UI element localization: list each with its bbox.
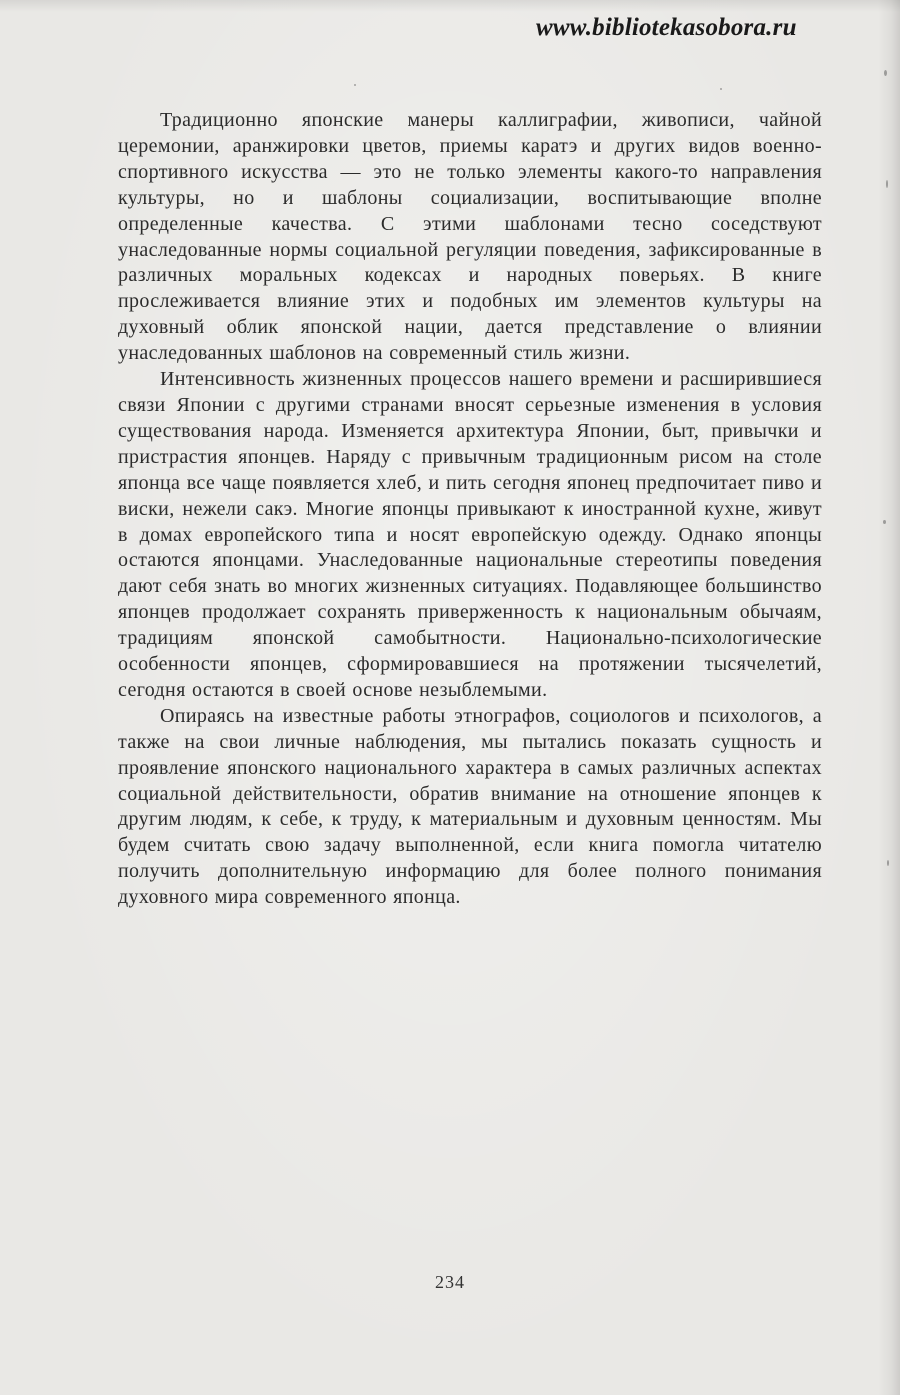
watermark-url: www.bibliotekasobora.ru bbox=[536, 14, 797, 41]
paragraph-2: Интенсивность жизненных процессов нашего времени и расширившиеся связи Японии с другими странами вносят серьезные изменения в условия существования народа. Изменяется архитектура Японии, быт, привычки и пристрастия японцев. Наряду с привычным традиционным рисом на столе японца все чаще появляется хлеб, и пить сегодня японец предпочитает пиво и виски, нежели сакэ. Многие японцы привыкают к иностранной кухне, живут в домах европейского типа и носят европейскую одежду. Однако японцы остаются японцами. Унаследованные национальные стереотипы поведения дают себя знать во многих жизненных ситуациях. Подавляющее большинство японцев продолжает сохранять приверженность к национальным обычаям, традициям японской самобытности. Национально-психологические особенности японцев, сформировавшиеся на протяжении тысячелетий, сегодня остаются в своей основе незыблемыми. bbox=[118, 368, 822, 701]
page-right-shadow bbox=[878, 0, 900, 1395]
print-speck bbox=[884, 70, 887, 76]
print-speck bbox=[720, 88, 722, 90]
paragraph-3: Опираясь на известные работы этнографов, социологов и психологов, а также на свои личные наблюдения, мы пытались показать сущность и проявление японского национального характера в самых различных аспектах социальной действительности, обратив внимание на отношение японцев к другим людям, к себе, к труду, к материальным и духовным ценностям. Мы будем считать свою задачу выполненной, если книга помогла читателю получить дополнительную информацию для более полного понимания духовного мира современного японца. bbox=[118, 704, 822, 909]
print-speck bbox=[886, 180, 888, 188]
body-text bbox=[118, 108, 822, 911]
print-speck bbox=[887, 860, 889, 866]
page-number: 234 bbox=[435, 1272, 465, 1292]
print-speck bbox=[354, 84, 356, 86]
paragraph-1: Традиционно японские манеры каллиграфии, живописи, чайной церемонии, аранжировки цветов, приемы каратэ и других видов военно-спортивного искусства — это не только элементы какого-то направления культуры, но и шаблоны социализации, воспитывающие вполне определенные качества. С этими шаблонами тесно соседствуют унаследованные нормы социальной регуляции поведения, зафиксированные в различных моральных кодексах и народных поверьях. В книге прослеживается влияние этих и подобных им элементов культуры на духовный облик японской нации, дается представление о влиянии унаследованных шаблонов на современный стиль жизни. bbox=[118, 109, 822, 365]
page-top-shadow bbox=[0, 0, 900, 12]
print-speck bbox=[883, 520, 886, 524]
